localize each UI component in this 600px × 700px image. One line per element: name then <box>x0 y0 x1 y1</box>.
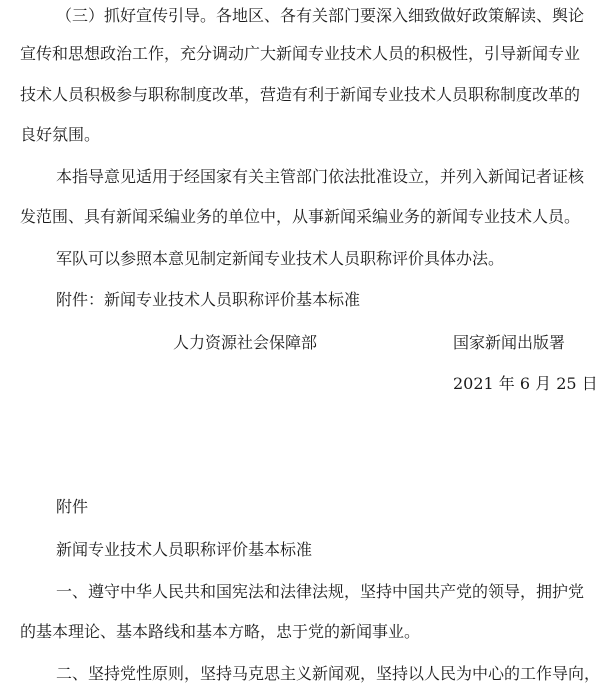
paragraph-line: 宣传和思想政治工作，充分调动广大新闻专业技术人员的积极性，引导新闻专业 <box>20 44 581 63</box>
annex-item-line: 一、遵守中华人民共和国宪法和法律法规，坚持中国共产党的领导，拥护党 <box>56 582 585 601</box>
paragraph-line: （三）抓好宣传引导。各地区、各有关部门要深入细致做好政策解读、舆论 <box>56 6 585 25</box>
paragraph-line: 良好氛围。 <box>20 125 101 144</box>
document-date: 2021 年 6 月 25 日 <box>453 374 598 393</box>
paragraph-line: 发范围、具有新闻采编业务的单位中，从事新闻采编业务的新闻专业技术人员。 <box>20 207 581 226</box>
paragraph-line: 技术人员积极参与职称制度改革，营造有利于新闻专业技术人员职称制度改革的 <box>20 85 581 104</box>
attachment-note: 附件：新闻专业技术人员职称评价基本标准 <box>56 290 361 309</box>
signature-right: 国家新闻出版署 <box>453 333 566 352</box>
signature-left: 人力资源社会保障部 <box>173 333 318 352</box>
annex-item-line: 二、坚持党性原则，坚持马克思主义新闻观，坚持以人民为中心的工作导向， <box>56 664 600 683</box>
paragraph-line: 本指导意见适用于经国家有关主管部门依法批准设立，并列入新闻记者证核 <box>56 167 585 186</box>
paragraph-line: 军队可以参照本意见制定新闻专业技术人员职称评价具体办法。 <box>56 249 505 268</box>
annex-label: 附件 <box>56 497 89 516</box>
annex-title: 新闻专业技术人员职称评价基本标准 <box>56 540 313 559</box>
annex-item-line: 的基本理论、基本路线和基本方略，忠于党的新闻事业。 <box>20 622 421 641</box>
